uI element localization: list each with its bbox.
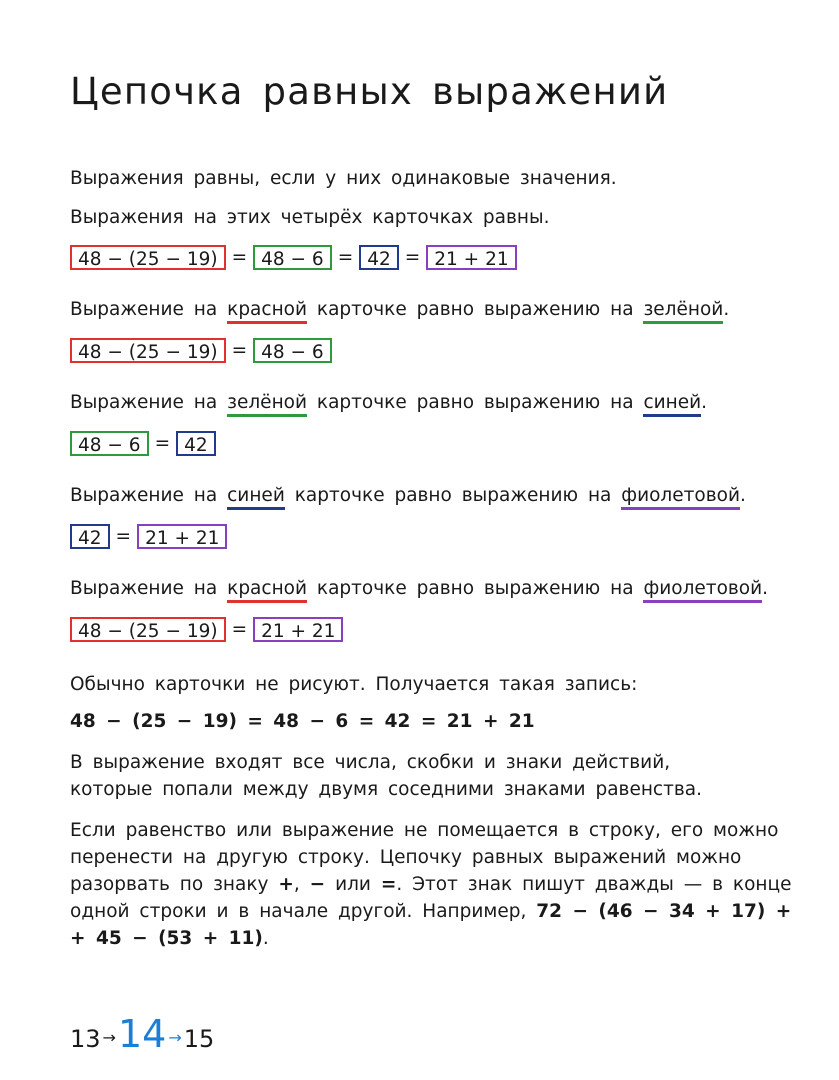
- statement-4: [70, 578, 768, 603]
- equals-sign: =: [231, 246, 248, 268]
- underlined-word-blue: синей: [643, 392, 701, 417]
- card-chain-all: [70, 243, 517, 271]
- underlined-word-violet: фиолетовой: [643, 578, 762, 603]
- intro-line-1: Выражения равны, если у них одинаковые значения.: [70, 168, 617, 189]
- underlined-word-green: зелёной: [227, 392, 307, 417]
- statement-text: Выражение на: [70, 485, 218, 506]
- card-green: 48 − 6: [70, 431, 149, 456]
- card-red: 48 − (25 − 19): [70, 245, 226, 270]
- next-page-number[interactable]: 15: [183, 1025, 215, 1053]
- card-blue: 42: [176, 431, 216, 456]
- card-blue: 42: [359, 245, 399, 270]
- card-blue: 42: [70, 524, 110, 549]
- card-pair-red-green: [70, 336, 332, 364]
- statement-period: .: [739, 485, 746, 506]
- paragraph-1-line-1: В выражение входят все числа, скобки и знаки действий,: [70, 752, 671, 773]
- summary-line: Обычно карточки не рисуют. Получается такая запись:: [70, 674, 638, 695]
- card-violet: 21 + 21: [426, 245, 516, 270]
- equals-sign: =: [231, 339, 248, 361]
- chain-formula: 48 − (25 − 19) = 48 − 6 = 42 = 21 + 21: [70, 711, 535, 732]
- paragraph-period: .: [262, 928, 269, 949]
- card-violet: 21 + 21: [253, 617, 343, 642]
- statement-text: карточке равно выражению на: [294, 485, 612, 506]
- paragraph-2-line-3: [70, 874, 791, 895]
- page-title: Цепочка равных выражений: [70, 70, 669, 113]
- statement-period: .: [701, 392, 708, 413]
- statement-1: [70, 299, 729, 324]
- equals-sign: =: [231, 618, 248, 640]
- arrow-right-icon: →: [168, 1028, 182, 1047]
- card-pair-blue-violet: [70, 522, 227, 550]
- paragraph-text: разорвать по знаку: [70, 874, 269, 895]
- statement-text: карточке равно выражению на: [316, 392, 634, 413]
- equals-sign: =: [380, 874, 397, 895]
- equals-sign: =: [404, 246, 421, 268]
- statement-text: карточке равно выражению на: [316, 299, 634, 320]
- statement-text: Выражение на: [70, 578, 218, 599]
- card-pair-red-violet: [70, 615, 343, 643]
- underlined-word-green: зелёной: [643, 299, 723, 324]
- paragraph-1-line-2: которые попали между двумя соседними знаками равенства.: [70, 779, 702, 800]
- arrow-right-icon: →: [102, 1028, 116, 1047]
- plus-sign: +: [278, 874, 294, 895]
- paragraph-2-line-1: Если равенство или выражение не помещается в строку, его можно: [70, 820, 779, 841]
- example-expression-part-1: 72 − (46 − 34 + 17) +: [536, 901, 792, 922]
- paragraph-2-line-4: [70, 901, 791, 922]
- page-navigation: [70, 1003, 215, 1056]
- statement-2: [70, 392, 707, 417]
- current-page-number: 14: [117, 1012, 167, 1056]
- equals-sign: =: [115, 525, 132, 547]
- statement-text: карточке равно выражению на: [316, 578, 634, 599]
- underlined-word-blue: синей: [227, 485, 285, 510]
- card-green: 48 − 6: [253, 338, 332, 363]
- statement-text: Выражение на: [70, 392, 218, 413]
- underlined-word-red: красной: [227, 578, 307, 603]
- statement-3: [70, 485, 746, 510]
- card-red: 48 − (25 − 19): [70, 617, 226, 642]
- paragraph-text: одной строки и в начале другой. Например,: [70, 901, 527, 922]
- prev-page-number[interactable]: 13: [70, 1025, 101, 1053]
- equals-sign: =: [154, 432, 171, 454]
- minus-sign: −: [309, 874, 326, 895]
- card-red: 48 − (25 − 19): [70, 338, 226, 363]
- paragraph-2-line-2: перенести на другую строку. Цепочку равных выражений можно: [70, 847, 742, 868]
- statement-period: .: [762, 578, 769, 599]
- underlined-word-violet: фиолетовой: [621, 485, 740, 510]
- card-green: 48 − 6: [253, 245, 332, 270]
- card-violet: 21 + 21: [137, 524, 227, 549]
- paragraph-text: . Этот знак пишут дважды — в конце: [396, 874, 792, 895]
- paragraph-2-line-5: [70, 928, 269, 949]
- underlined-word-red: красной: [227, 299, 307, 324]
- equals-sign: =: [337, 246, 354, 268]
- statement-text: Выражение на: [70, 299, 218, 320]
- paragraph-text: или: [335, 874, 371, 895]
- example-expression-part-2: + 45 − (53 + 11): [70, 928, 263, 949]
- intro-line-2: Выражения на этих четырёх карточках равны.: [70, 207, 550, 228]
- statement-period: .: [723, 299, 730, 320]
- card-pair-green-blue: [70, 429, 216, 457]
- comma: ,: [293, 874, 300, 895]
